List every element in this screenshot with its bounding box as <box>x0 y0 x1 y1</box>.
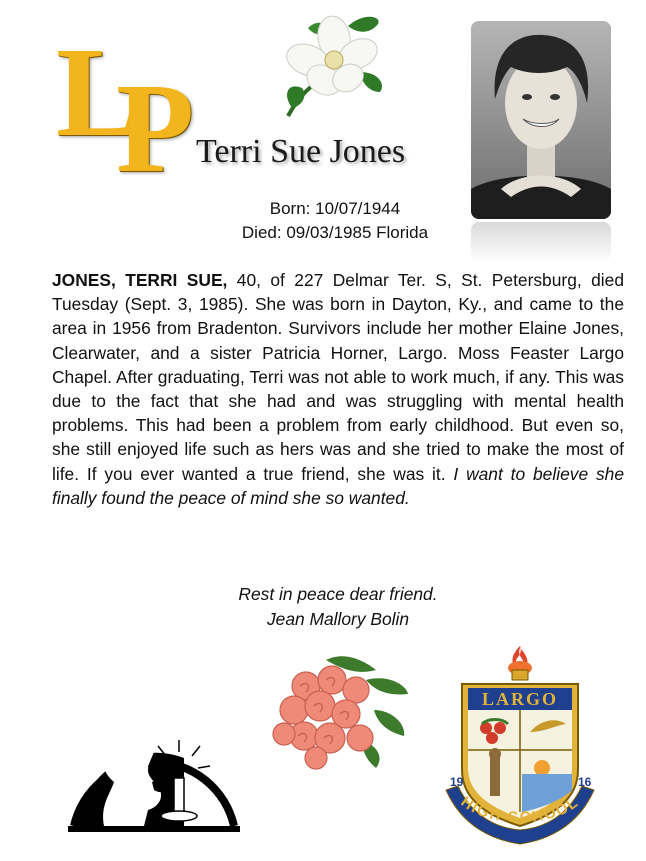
crest-banner: LARGO <box>481 689 559 709</box>
deceased-name: Terri Sue Jones <box>196 133 406 170</box>
monogram-letter-p: P <box>116 57 195 199</box>
portrait-reflection <box>471 222 611 262</box>
obituary-body: 40, of 227 Delmar Ter. S, St. Petersburg, died Tuesday (Sept. 3, 1985). She was born in Dayton, Ky., and came to the area in 1956 from Bradenton. Survivors include her mother Elaine Jones, Clearwater, and a sister Patricia Horner, Largo. Moss Feaster Largo Chapel. After graduating, Terri was not able to work much, if any. This was due to the fact that she had and was struggling with mental health problems. This had been a problem from early childhood. But even so, she still enjoyed life such as hers was and she tried to make the most of life. If you ever wanted a true friend, she was it. <box>52 270 624 484</box>
obituary-italic-tail: I want to believe she finally found the peace of mind she so wanted. <box>52 463 624 508</box>
school-crest-icon <box>432 640 608 850</box>
life-dates <box>200 197 470 245</box>
rose-bouquet-icon <box>266 650 410 770</box>
lp-monogram <box>56 21 206 199</box>
closing-line-1: Rest in peace dear friend. <box>238 584 438 604</box>
obituary-lead: JONES, TERRI SUE, <box>52 270 228 290</box>
closing-signature: Jean Mallory Bolin <box>266 609 410 629</box>
crest-year-left: 19 <box>450 775 464 789</box>
closing-lines <box>52 582 624 632</box>
portrait-photo <box>471 21 611 219</box>
monogram-letter-l: L <box>56 21 142 163</box>
died-date: Died: 09/03/1985 Florida <box>241 223 429 242</box>
born-date: Born: 10/07/1944 <box>269 199 401 218</box>
obituary-text <box>52 268 624 510</box>
praying-silhouette-icon <box>64 686 244 836</box>
crest-ribbon-text: HIGH SCHOOL <box>457 793 583 827</box>
crest-year-right: 16 <box>578 775 592 789</box>
magnolia-flower-icon <box>278 8 388 120</box>
